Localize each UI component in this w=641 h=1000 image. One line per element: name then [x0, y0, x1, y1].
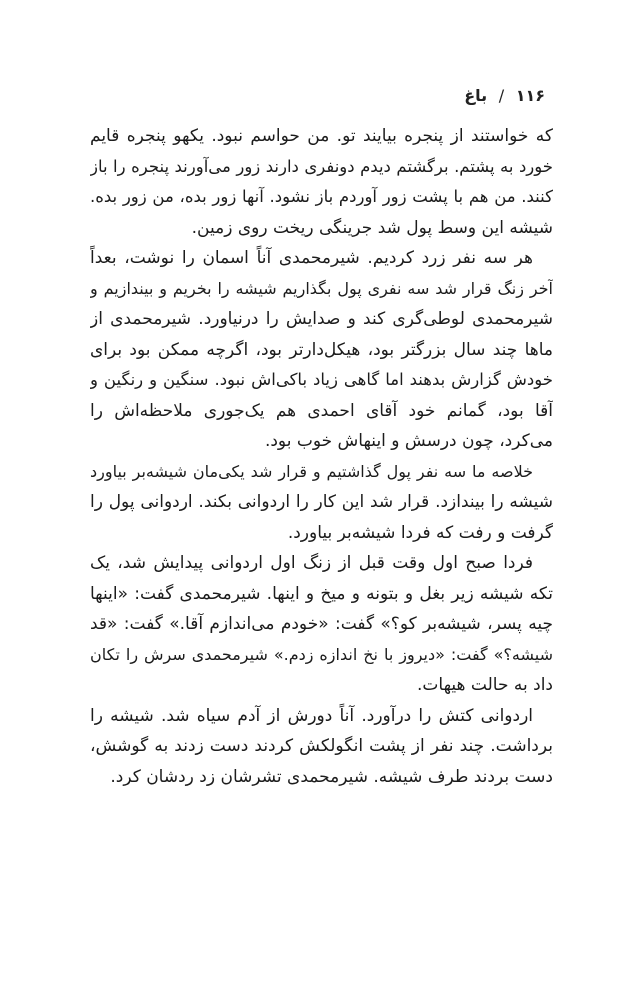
- text-line: اردوانی کتش را درآورد. آناً دورش از آدم سیاه شد. شیشه را: [90, 705, 533, 726]
- text-line: برداشت. چند نفر از پشت انگولکش کردند دست زدند به گوشش،: [90, 736, 553, 756]
- text-line: آقا بود، گمانم خود آقای احمدی هم یک‌جوری ملاحظه‌اش را: [90, 400, 553, 421]
- text-line: چیه پسر، شیشه‌بر کو؟» گفت: «خودم می‌اندازم آقا.» گفت: «قد: [90, 614, 553, 634]
- text-line: کنند. من هم با پشت زور آوردم باز نشود. آنها زور بده، من زور بده.: [90, 187, 553, 206]
- text-line: داد به حالت هیهات.: [417, 675, 553, 695]
- text-line: شیشه این وسط پول شد جرینگی ریخت روی زمین.: [191, 217, 553, 238]
- text-line: هر سه نفر زرد کردیم. شیرمحمدی آناً اسمان را نوشت، بعداً: [90, 248, 533, 268]
- book-title: باغ: [464, 86, 488, 105]
- text-line: که خواستند از پنجره بیایند تو. من حواسم نبود. یکهو پنجره قایم: [90, 126, 553, 146]
- text-line: خودش گزارش بدهند اما گاهی زیاد باکی‌اش نبود. سنگین و رنگین و: [90, 370, 553, 389]
- text-line: خلاصه ما سه نفر پول گذاشتیم و قرار شد یکی‌مان شیشه‌بر بیاورد: [90, 461, 533, 481]
- text-line: آخر زنگ قرار شد سه نفری پول بگذاریم شیشه را بخریم و بیندازیم و: [90, 278, 553, 298]
- header-separator: /: [498, 86, 505, 105]
- text-line: ماها چند سال بزرگتر بود، هیکل‌دارتر بود، اگرچه ممکن بود برای: [90, 339, 553, 360]
- text-line: خورد به پشتم. برگشتم دیدم دونفری دارند زور می‌آورند پنجره را باز: [90, 156, 553, 176]
- page-number: ۱۱۶: [515, 86, 545, 105]
- text-line: شیرمحمدی لوطی‌گری کند و صدایش را درنیاورد. شیرمحمدی از: [90, 309, 553, 329]
- text-line: شیشه را بیندازد. قرار شد این کار را اردوانی بکند. اردوانی پول را: [90, 492, 553, 512]
- text-line: می‌کرد، چون درسش و اینهاش خوب بود.: [264, 431, 553, 451]
- text-line: فردا صبح اول وقت قبل از زنگ اول اردوانی پیدایش شد، یک: [90, 553, 533, 573]
- text-line: شیشه؟» گفت: «دیروز با نخ اندازه زدم.» شیرمحمدی سرش را تکان: [90, 644, 553, 664]
- running-header: [464, 86, 545, 105]
- text-line: تکه شیشه زیر بغل و بتونه و میخ و اینها. شیرمحمدی گفت: «اینها: [90, 583, 553, 604]
- text-line: دست بردند طرف شیشه. شیرمحمدی تشرشان زد ردشان کرد.: [110, 766, 553, 787]
- text-line: گرفت و رفت که فردا شیشه‌بر بیاورد.: [287, 522, 553, 543]
- body-text: [90, 121, 553, 792]
